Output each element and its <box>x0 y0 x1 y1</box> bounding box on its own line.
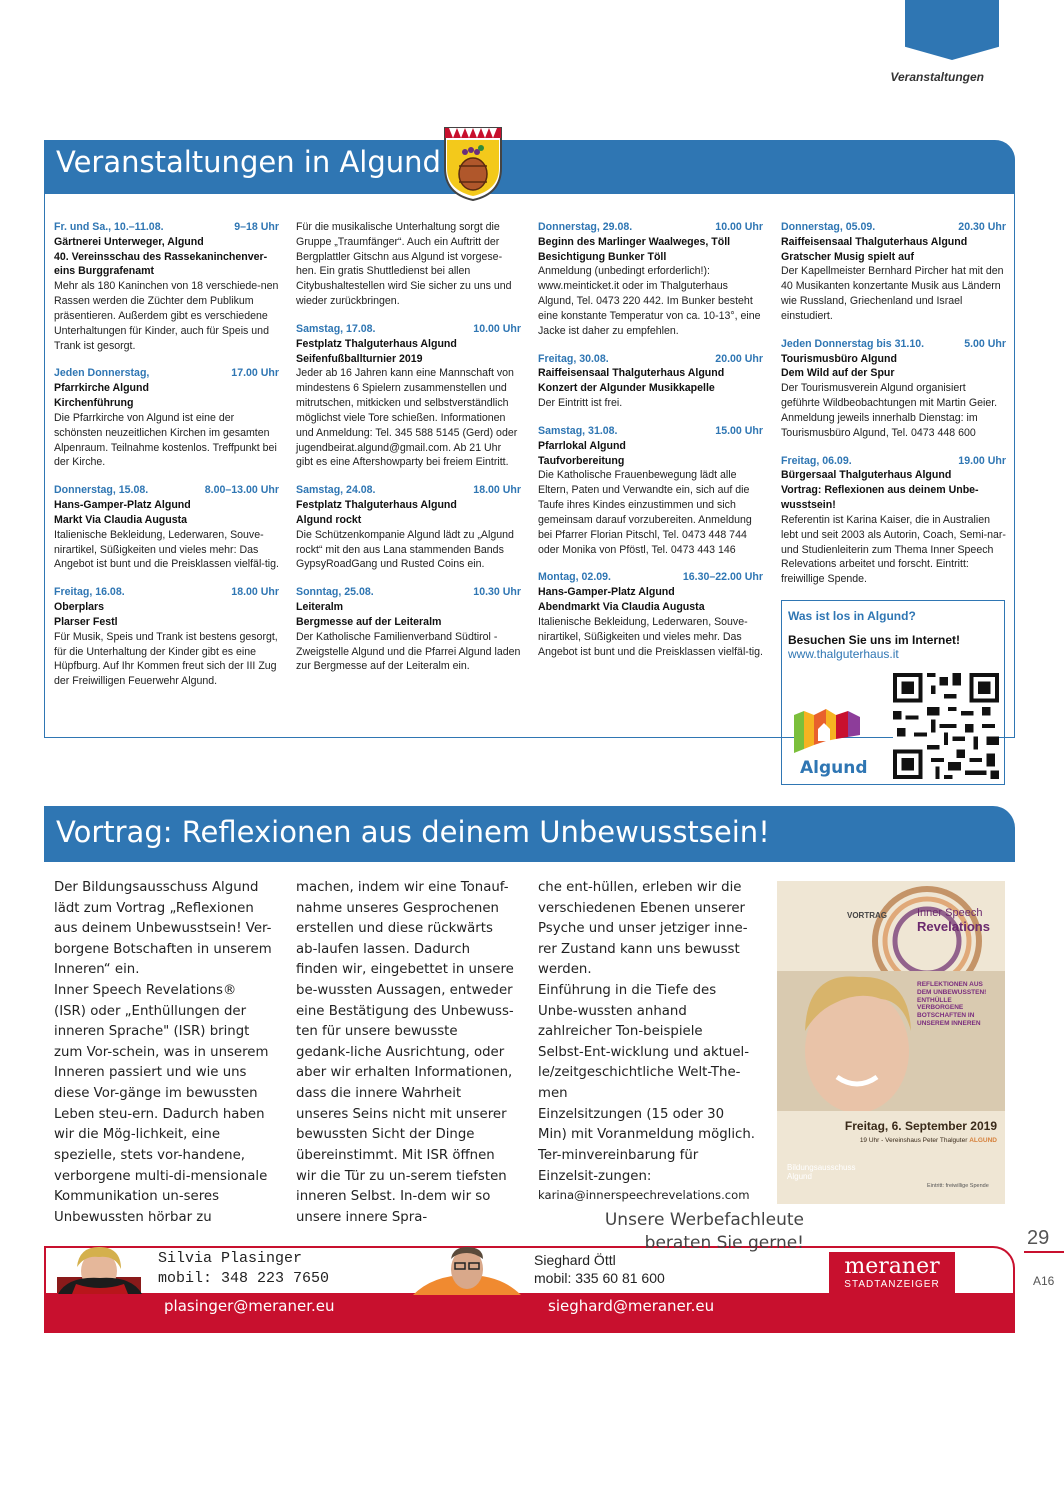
event-item <box>538 352 763 411</box>
event-location: Tourismusbüro Algund <box>781 352 897 365</box>
poster-brand-line-1: Inner Speech <box>917 907 983 919</box>
meraner-logo-word: meraner <box>844 1254 940 1279</box>
event-item <box>538 424 763 557</box>
events-column-4 <box>781 220 1006 600</box>
event-time: 19.00 Uhr <box>958 454 1006 467</box>
event-item <box>54 366 279 470</box>
poster-brand-line-2: Revelations <box>917 919 990 934</box>
event-date: Jeden Donnerstag, <box>54 367 150 380</box>
events-column-1 <box>54 220 279 702</box>
event-date: Fr. und Sa., 10.–11.08. <box>54 221 164 233</box>
event-location: Hans-Gamper-Platz Algund <box>538 586 675 599</box>
event-title: Bergmesse auf der Leiteralm <box>296 615 442 628</box>
event-title: Markt Via Claudia Augusta <box>54 513 188 526</box>
lecture-column-3 <box>538 878 756 1205</box>
event-title: Abendmarkt Via Claudia Augusta <box>538 601 705 614</box>
event-date: Samstag, 17.08. <box>296 322 376 335</box>
event-title: Konzert der Algunder Musikkapelle <box>538 382 715 395</box>
event-description: Anmeldung (unbedingt erforderlich!): www.meinticket.it oder im Thalguterhaus Algund, Tel. 0473 220 442. Im Bunker besteht eine konstante Temperatur von ca. 10-13°, eine Jacke ist daher zu empfehlen. <box>538 265 761 337</box>
event-item <box>54 483 279 572</box>
ad-slogan-line-1: Unsere Werbefachleute <box>604 1210 804 1230</box>
events-column-3 <box>538 220 763 672</box>
poster-subline-text: 19 Uhr - Vereinshaus Peter Thalguter <box>859 1137 968 1144</box>
event-description-continued: Für die musikalische Unterhaltung sorgt die Gruppe „Traumfänger“. Auch ein Auftritt der Bergplattler Gitschn aus Algund ist vorgese-hen. Ein gratis Shuttledienst bei allen Citybushaltestellen wird Sie sicher zu uns und wieder zurückbringen. <box>296 221 512 308</box>
event-time: 15.00 Uhr <box>715 424 763 437</box>
event-description: Italienische Bekleidung, Lederwaren, Souve-nirartikel, Süßigkeiten und vieles mehr: Das Angebot ist bunt und die Preisklassen vielfäl-tig. <box>54 528 279 571</box>
event-item <box>781 454 1006 587</box>
event-item <box>54 585 279 689</box>
qr-code-icon[interactable] <box>893 673 999 779</box>
event-item <box>781 337 1006 441</box>
event-location: Bürgersaal Thalguterhaus Algund <box>781 469 952 482</box>
event-time: 16.30–22.00 Uhr <box>682 571 763 584</box>
poster-organizer: Bildungsausschuss Algund <box>787 1163 856 1181</box>
portrait-photo-oettl <box>413 1247 521 1295</box>
event-date: Freitag, 16.08. <box>54 586 125 599</box>
event-item <box>296 322 521 470</box>
lecture-column-2: machen, indem wir eine Tonauf-nahme unseres Gesprochenen erstellen und diese rückwärts ab-laufen lassen. Dadurch finden wir, eingebettet in unsere be-wussten Aussagen, entweder eine Bestätigung des Unbewuss-ten für unsere bewusste gedank-liche Ausrichtung, oder aber wir erhalten Informationen, dass die innere Wahrheit unseres Seins nicht mit unserer bewussten Sicht der Dinge übereinstimmt. Mit ISR öffnen wir die Tür zu un-serem tiefsten inneren Selbst. In-dem wir so unsere innere Spra- <box>296 880 514 1225</box>
event-description: Der Eintritt ist frei. <box>538 397 623 410</box>
poster-headline: REFLEKTIONEN AUS DEM UNBEWUSSTEN! ENTHÜLLE VERBORGENE BOTSCHAFTEN IN UNSEREM INNEREN <box>917 981 987 1027</box>
event-date: Montag, 02.09. <box>538 571 611 584</box>
event-location: Pfarrkirche Algund <box>54 382 149 395</box>
event-description: Die Pfarrkirche von Algund ist eine der schönsten neuzeitlichen Kirchen im gesamten Alpenraum. Teilnahme kostenlos. Treffpunkt bei der Kirche. <box>54 411 277 469</box>
contact-2-email[interactable]: sieghard@meraner.eu <box>548 1297 715 1315</box>
event-date: Jeden Donnerstag bis 31.10. <box>781 337 925 350</box>
event-title: 40. Vereinsschau des Rassekaninchenver-eins Burggrafenamt <box>54 250 268 278</box>
event-description: Für Musik, Speis und Trank ist bestens gesorgt, für die Unterhaltung der Kinder gibt es eine Hüpfburg. Auf Ihr Kommen freut sich der III Zug der Freiwilligen Feuerwehr Algund. <box>54 630 278 688</box>
section-tag: Veranstaltungen <box>890 70 984 84</box>
contact-1-phone: mobil: 348 223 7650 <box>158 1270 330 1287</box>
event-description: Italienische Bekleidung, Lederwaren, Souve-nirartikel, Süßigkeiten und vieles mehr. Das Angebot ist bunt und die Preisklassen vielfäl-tig. <box>538 615 763 658</box>
portrait-photo-plasinger-body <box>58 1252 142 1294</box>
algund-info-box <box>781 600 1005 785</box>
page-number-rule <box>1024 1251 1064 1253</box>
event-location: Beginn des Marlinger Waalweges, Töll <box>538 235 731 248</box>
contact-1-name: Silvia Plasinger <box>158 1250 303 1267</box>
algund-logo-text: Algund <box>800 758 868 778</box>
event-time: 5.00 Uhr <box>964 337 1006 350</box>
event-time: 20.00 Uhr <box>715 352 763 365</box>
poster-date: Freitag, 6. September 2019 <box>844 1119 997 1133</box>
event-description: Jeder ab 16 Jahren kann eine Mannschaft von mindestens 6 Spielern zusammenstellen und mitrutschen, mitkicken und selbstverständlich möglichst viele Tore schießen. Informationen und Anmeldung: Tel. 345 588 5145 (Gerd) oder jugendbeirat.algund@gmail.com. Ab 21 Uhr gibt es eine Aftershowparty bei freiem Eintritt. <box>296 367 518 469</box>
contact-1-email[interactable]: plasinger@meraner.eu <box>164 1297 335 1315</box>
event-date: Donnerstag, 05.09. <box>781 221 876 233</box>
event-title: Plarser Festl <box>54 615 118 628</box>
event-item <box>54 220 279 353</box>
poster-entry-note: Eintritt: freiwillige Spende <box>927 1183 989 1189</box>
page-code: A16 <box>1033 1274 1055 1288</box>
event-description: Die Schützenkompanie Algund lädt zu „Algund rockt“ mit den aus Lana stammenden Bands GypsyRoadGang und Rusted Coins ein. <box>296 528 514 571</box>
info-visit-text: Besuchen Sie uns im Internet! <box>788 633 961 647</box>
website-link[interactable]: www.thalguterhaus.it <box>788 647 899 661</box>
event-date: Freitag, 06.09. <box>781 454 852 467</box>
event-item <box>296 483 521 572</box>
event-location: Gärtnerei Unterweger, Algund <box>54 235 204 248</box>
lecture-poster <box>777 881 1005 1204</box>
event-title: Seifenfußballturnier 2019 <box>296 352 423 365</box>
event-location: Festplatz Thalguterhaus Algund <box>296 337 457 350</box>
event-item <box>538 220 763 339</box>
event-date: Freitag, 30.08. <box>538 352 609 365</box>
event-description: Referentin ist Karina Kaiser, die in Australien lebt und seit 2003 als Autorin, Coach, Semi-nar- und Studienleiterin zum Thema Inner Speech Relevations arbeitet und forscht. Eintritt: freiwillige Spende. <box>781 513 1006 586</box>
event-description: Der Kapellmeister Bernhard Pircher hat mit den 40 Musikanten konzertante Musik aus Ländern wie Russland, Griechenland und Israel einstudiert. <box>781 265 1004 322</box>
event-location: Hans-Gamper-Platz Algund <box>54 499 191 512</box>
ad-slogan-line-2: beraten Sie gerne! <box>644 1233 804 1253</box>
meraner-logo <box>829 1252 955 1296</box>
event-location: Raiffeisensaal Thalguterhaus Algund <box>781 235 968 248</box>
lecture-title: Vortrag: Reflexionen aus deinem Unbewusstsein! <box>56 815 770 849</box>
poster-subline <box>797 1137 997 1144</box>
event-time: 8.00–13.00 Uhr <box>204 484 279 497</box>
event-time: 18.00 Uhr <box>473 484 521 497</box>
lecture-contact-email[interactable]: karina@innerspeechrevelations.com <box>538 1188 750 1203</box>
event-date: Donnerstag, 29.08. <box>538 221 633 233</box>
events-column-2 <box>296 220 521 687</box>
event-location: Pfarrlokal Algund <box>538 439 626 452</box>
event-title: Taufvorbereitung <box>538 454 625 467</box>
event-title: Kirchenführung <box>54 397 134 410</box>
event-item <box>538 570 763 659</box>
event-location: Leiteralm <box>296 601 344 614</box>
event-date: Samstag, 24.08. <box>296 484 376 497</box>
event-time: 10.30 Uhr <box>473 586 521 599</box>
event-description: Der Katholische Familienverband Südtirol - Zweigstelle Algund und die Pfarrei Algund laden zur Bergmesse auf der Leiteralm ein. <box>296 630 521 673</box>
event-date: Samstag, 31.08. <box>538 424 618 437</box>
event-date: Sonntag, 25.08. <box>296 586 374 599</box>
event-title: Dem Wild auf der Spur <box>781 367 895 380</box>
event-date: Donnerstag, 15.08. <box>54 484 149 497</box>
events-title: Veranstaltungen in Algund <box>56 145 441 179</box>
event-description: Mehr als 180 Kaninchen von 18 verschiede-nen Rassen werden die Züchter dem Publikum präsentieren. Außerdem gibt es verschiedene Unterhaltungen für Kinder, auch für Speis und Trank ist gesorgt. <box>54 280 279 352</box>
event-time: 10.00 Uhr <box>473 322 521 335</box>
poster-vortrag-label: VORTRAG <box>847 911 887 920</box>
event-location: Festplatz Thalguterhaus Algund <box>296 499 457 512</box>
section-tab-marker <box>905 0 999 60</box>
event-time: 9–18 Uhr <box>234 221 279 233</box>
contact-2-name: Sieghard Öttl <box>534 1252 616 1268</box>
event-time: 17.00 Uhr <box>231 367 279 380</box>
info-question: Was ist los in Algund? <box>788 609 916 623</box>
event-location: Oberplars <box>54 601 105 614</box>
event-time: 10.00 Uhr <box>715 221 763 233</box>
event-item <box>296 585 521 674</box>
event-description: Die Katholische Frauenbewegung lädt alle Eltern, Paten und Verwandte ein, sich auf die Taufe ihres Kindes einzustimmen und sich gemeinsam darauf vorzubereiten. Anmeldung bei Pfarrer Florian Pitschl, Tel. 0473 448 744 oder Monika von Pföstl, Tel. 0473 443 146 <box>538 469 752 556</box>
event-title: Gratscher Musig spielt auf <box>781 250 915 263</box>
event-description: Der Tourismusverein Algund organisiert geführte Wildbeobachtungen mit Martin Geier. Anmeldung jeweils innerhalb Dienstag: im Tourismusbüro Algund, Tel. 0473 448 600 <box>781 382 998 439</box>
event-time: 18.00 Uhr <box>231 586 279 599</box>
event-title: Algund rockt <box>296 513 362 526</box>
lecture-column-3-text: che ent-hüllen, erleben wir die verschiedenen Ebenen unserer Psyche und unser jetziger inne-rer Zustand kann uns bewusst werden. Einführung in die Tiefe des Unbe-wussten anhand zahlreicher Ton-beispiele Selbst-Ent-wicklung und aktuel-le/zeitgeschichtliche Welt-The-men Einzelsitzungen (15 oder 30 Min) mit Voranmeldung möglich. Ter-minvereinbarung für Einzelsit-zungen: <box>538 880 756 1184</box>
page-number: 29 <box>1027 1227 1050 1249</box>
contact-2-phone: mobil: 335 60 81 600 <box>534 1270 665 1286</box>
event-time: 20.30 Uhr <box>958 221 1006 233</box>
lecture-column-1: Der Bildungsausschuss Algund lädt zum Vortrag „Reflexionen aus deinem Unbewusstsein! Ver-borgene Botschaften in unserem Inneren“ ein. Inner Speech Revelations® (ISR) oder „Enthüllungen der inneren Sprache" (ISR) bringt zum Vor-schein, was in unserem Inneren passiert und wie uns diese Vor-gänge im bewussten Leben steu-ern. Dadurch haben wir die Mög-lichkeit, eine spezielle, stets vor-handene, verborgene multi-di-mensionale Kommunikation un-seres Unbewussten hörbar zu <box>54 880 272 1225</box>
event-title: Besichtigung Bunker Töll <box>538 250 667 263</box>
event-location: Raiffeisensaal Thalguterhaus Algund <box>538 367 725 380</box>
event-title: Vortrag: Reflexionen aus deinem Unbe-wusstsein! <box>781 484 979 512</box>
event-item <box>781 220 1006 324</box>
coat-of-arms-icon <box>441 124 505 202</box>
poster-subline-accent: ALGUND <box>969 1137 997 1144</box>
meraner-logo-subtitle: STADTANZEIGER <box>844 1279 940 1290</box>
